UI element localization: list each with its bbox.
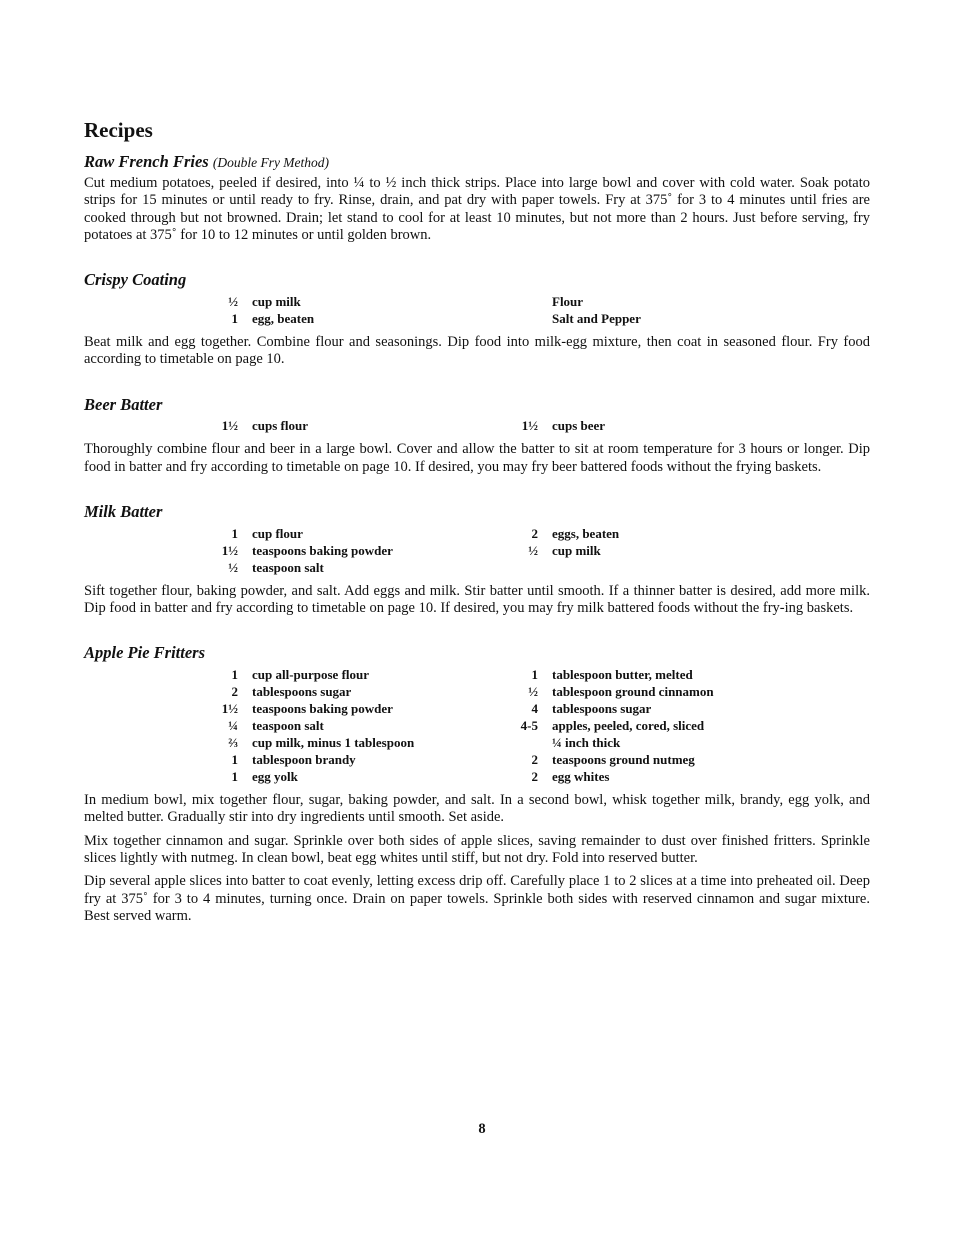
ingredient-name: egg whites: [552, 769, 610, 785]
ingredient-quantity: 2: [531, 752, 538, 768]
ingredient-quantity: [519, 293, 552, 310]
recipe-instructions: Dip several apple slices into batter to coat evenly, letting excess drip off. Carefully place 1 to 2 slices at a time into preheated oil. Deep fry at 375˚ for 3 to 4 minutes, turning once. Drain on paper towels. Sprinkle both sides with reserved cinnamon and sugar mixture. Best served warm.: [84, 873, 870, 924]
recipe-title-text: Apple Pie Fritters: [84, 643, 205, 663]
ingredient-quantity: ½: [228, 559, 238, 575]
ingredient-quantity: 1: [231, 769, 238, 785]
ingredient-quantity: 1½: [521, 418, 538, 434]
recipe-title-text: Crispy Coating: [84, 270, 187, 290]
ingredient-name: tablespoon brandy: [252, 752, 356, 768]
ingredient-quantity: [519, 734, 552, 751]
ingredient-quantity: [519, 310, 552, 327]
ingredient-name: cup milk, minus 1 tablespoon: [252, 735, 415, 751]
recipe-instructions: Cut medium potatoes, peeled if desired, into ¼ to ½ inch thick strips. Place into large bowl and cover with cold water. Soak potato strips for 15 minutes or until ready to fry. Rinse, drain, and pat dry with paper towels. Fry at 375˚ for 3 to 4 minutes until fries are cooked through but not browned. Drain; let stand to cool for at least 10 minutes, but not more than 2 hours. Just before serving, fry potatoes at 375˚ for 10 to 12 minutes or until golden brown.: [84, 174, 870, 243]
recipe-instructions: In medium bowl, mix together flour, sugar, baking powder, and salt. In a second bowl, whisk together milk, brandy, egg yolk, and melted butter. Gradually stir into dry ingredients until smooth. Set aside.: [84, 792, 870, 826]
ingredient-name: tablespoons sugar: [552, 701, 652, 717]
ingredient-name: [552, 559, 870, 576]
recipe-title: [84, 643, 870, 663]
recipe-title: [84, 395, 870, 415]
ingredient-name: teaspoons baking powder: [252, 542, 393, 558]
recipe-title-text: Raw French Fries: [84, 152, 209, 172]
recipe-section: [84, 395, 870, 476]
ingredient-quantity: 1½: [221, 418, 238, 434]
ingredient-quantity: 1: [231, 667, 238, 683]
ingredient-name: teaspoon salt: [252, 718, 324, 734]
ingredient-quantity: 1½: [221, 542, 238, 558]
recipes-page: [84, 118, 870, 925]
recipe-section: [84, 643, 870, 925]
ingredient-quantity: 1: [231, 525, 238, 541]
ingredient-name: egg yolk: [252, 769, 298, 785]
recipe-instructions: Mix together cinnamon and sugar. Sprinkle over both sides of apple slices, saving remainder to dust over finished fritters. Sprinkle slices lightly with nutmeg. In clean bowl, beat egg whites until stiff, but not dry. Fold into reserved butter.: [84, 832, 870, 867]
ingredient-list: [84, 666, 870, 785]
ingredient-quantity: ¼: [228, 718, 238, 734]
recipe-subtitle: (Double Fry Method): [212, 155, 330, 171]
ingredient-quantity: 2: [531, 525, 538, 541]
recipe-instructions: Thoroughly combine flour and beer in a large bowl. Cover and allow the batter to sit at room temperature for 3 hours or longer. Dip food in batter and fry according to timetable on page 10. If desired, you may fry beer battered foods without the frying baskets.: [84, 441, 870, 475]
page-title: Recipes: [84, 118, 153, 142]
ingredient-quantity: [519, 559, 552, 576]
recipe-title: [84, 152, 870, 172]
ingredient-quantity: ½: [528, 684, 538, 700]
ingredient-name: egg, beaten: [252, 310, 315, 326]
ingredient-quantity: 1: [231, 310, 238, 326]
ingredient-name: Salt and Pepper: [552, 310, 641, 326]
ingredient-quantity: 4: [531, 701, 538, 717]
ingredient-list: [84, 293, 870, 327]
recipe-instructions: Beat milk and egg together. Combine flour and seasonings. Dip food into milk-egg mixture, then coat in seasoned flour. Fry food according to timetable on page 10.: [84, 333, 870, 368]
recipe-title: [84, 502, 870, 522]
ingredient-name: tablespoon butter, melted: [552, 667, 693, 683]
recipe-title-text: Milk Batter: [84, 501, 163, 521]
ingredient-quantity: ½: [228, 293, 238, 309]
ingredient-name: eggs, beaten: [552, 525, 620, 541]
ingredient-name: cup all-purpose flour: [252, 667, 370, 683]
ingredient-name: cups beer: [552, 418, 606, 434]
page-number: 8: [478, 1121, 486, 1137]
ingredient-quantity: 2: [231, 684, 238, 700]
ingredient-name: tablespoon ground cinnamon: [552, 684, 714, 700]
ingredient-quantity: 1: [531, 667, 538, 683]
ingredient-name: cup flour: [252, 525, 303, 541]
recipe-section: [84, 152, 870, 244]
ingredient-name: teaspoons baking powder: [252, 701, 393, 717]
ingredient-quantity: 1½: [221, 701, 238, 717]
ingredient-name: teaspoon salt: [252, 559, 324, 575]
recipe-title-text: Beer Batter: [84, 394, 163, 414]
recipe-list: [84, 152, 870, 925]
ingredient-quantity: 4-5: [520, 718, 538, 734]
ingredient-name: Flour: [552, 293, 584, 309]
ingredient-quantity: ⅔: [228, 735, 238, 751]
recipe-section: [84, 502, 870, 617]
recipe-instructions: Sift together flour, baking powder, and salt. Add eggs and milk. Stir batter until smooth. If a thinner batter is desired, add more milk. Dip food in batter and fry according to timetable on page 10. If desired, you may fry milk battered foods without the fry-ing baskets.: [84, 582, 870, 617]
ingredient-quantity: 1: [231, 752, 238, 768]
ingredient-name: cups flour: [252, 418, 308, 434]
ingredient-name: apples, peeled, cored, sliced: [552, 718, 705, 734]
ingredient-name: cup milk: [252, 293, 301, 309]
recipe-section: [84, 270, 870, 368]
ingredient-quantity: 2: [531, 769, 538, 785]
ingredient-name: tablespoons sugar: [252, 684, 352, 700]
recipe-title: [84, 270, 870, 290]
ingredient-name: ¼ inch thick: [552, 735, 621, 751]
ingredient-quantity: ½: [528, 542, 538, 558]
ingredient-list: [84, 525, 870, 576]
ingredient-name: cup milk: [552, 542, 601, 558]
ingredient-list: [84, 417, 870, 434]
ingredient-name: teaspoons ground nutmeg: [552, 752, 695, 768]
